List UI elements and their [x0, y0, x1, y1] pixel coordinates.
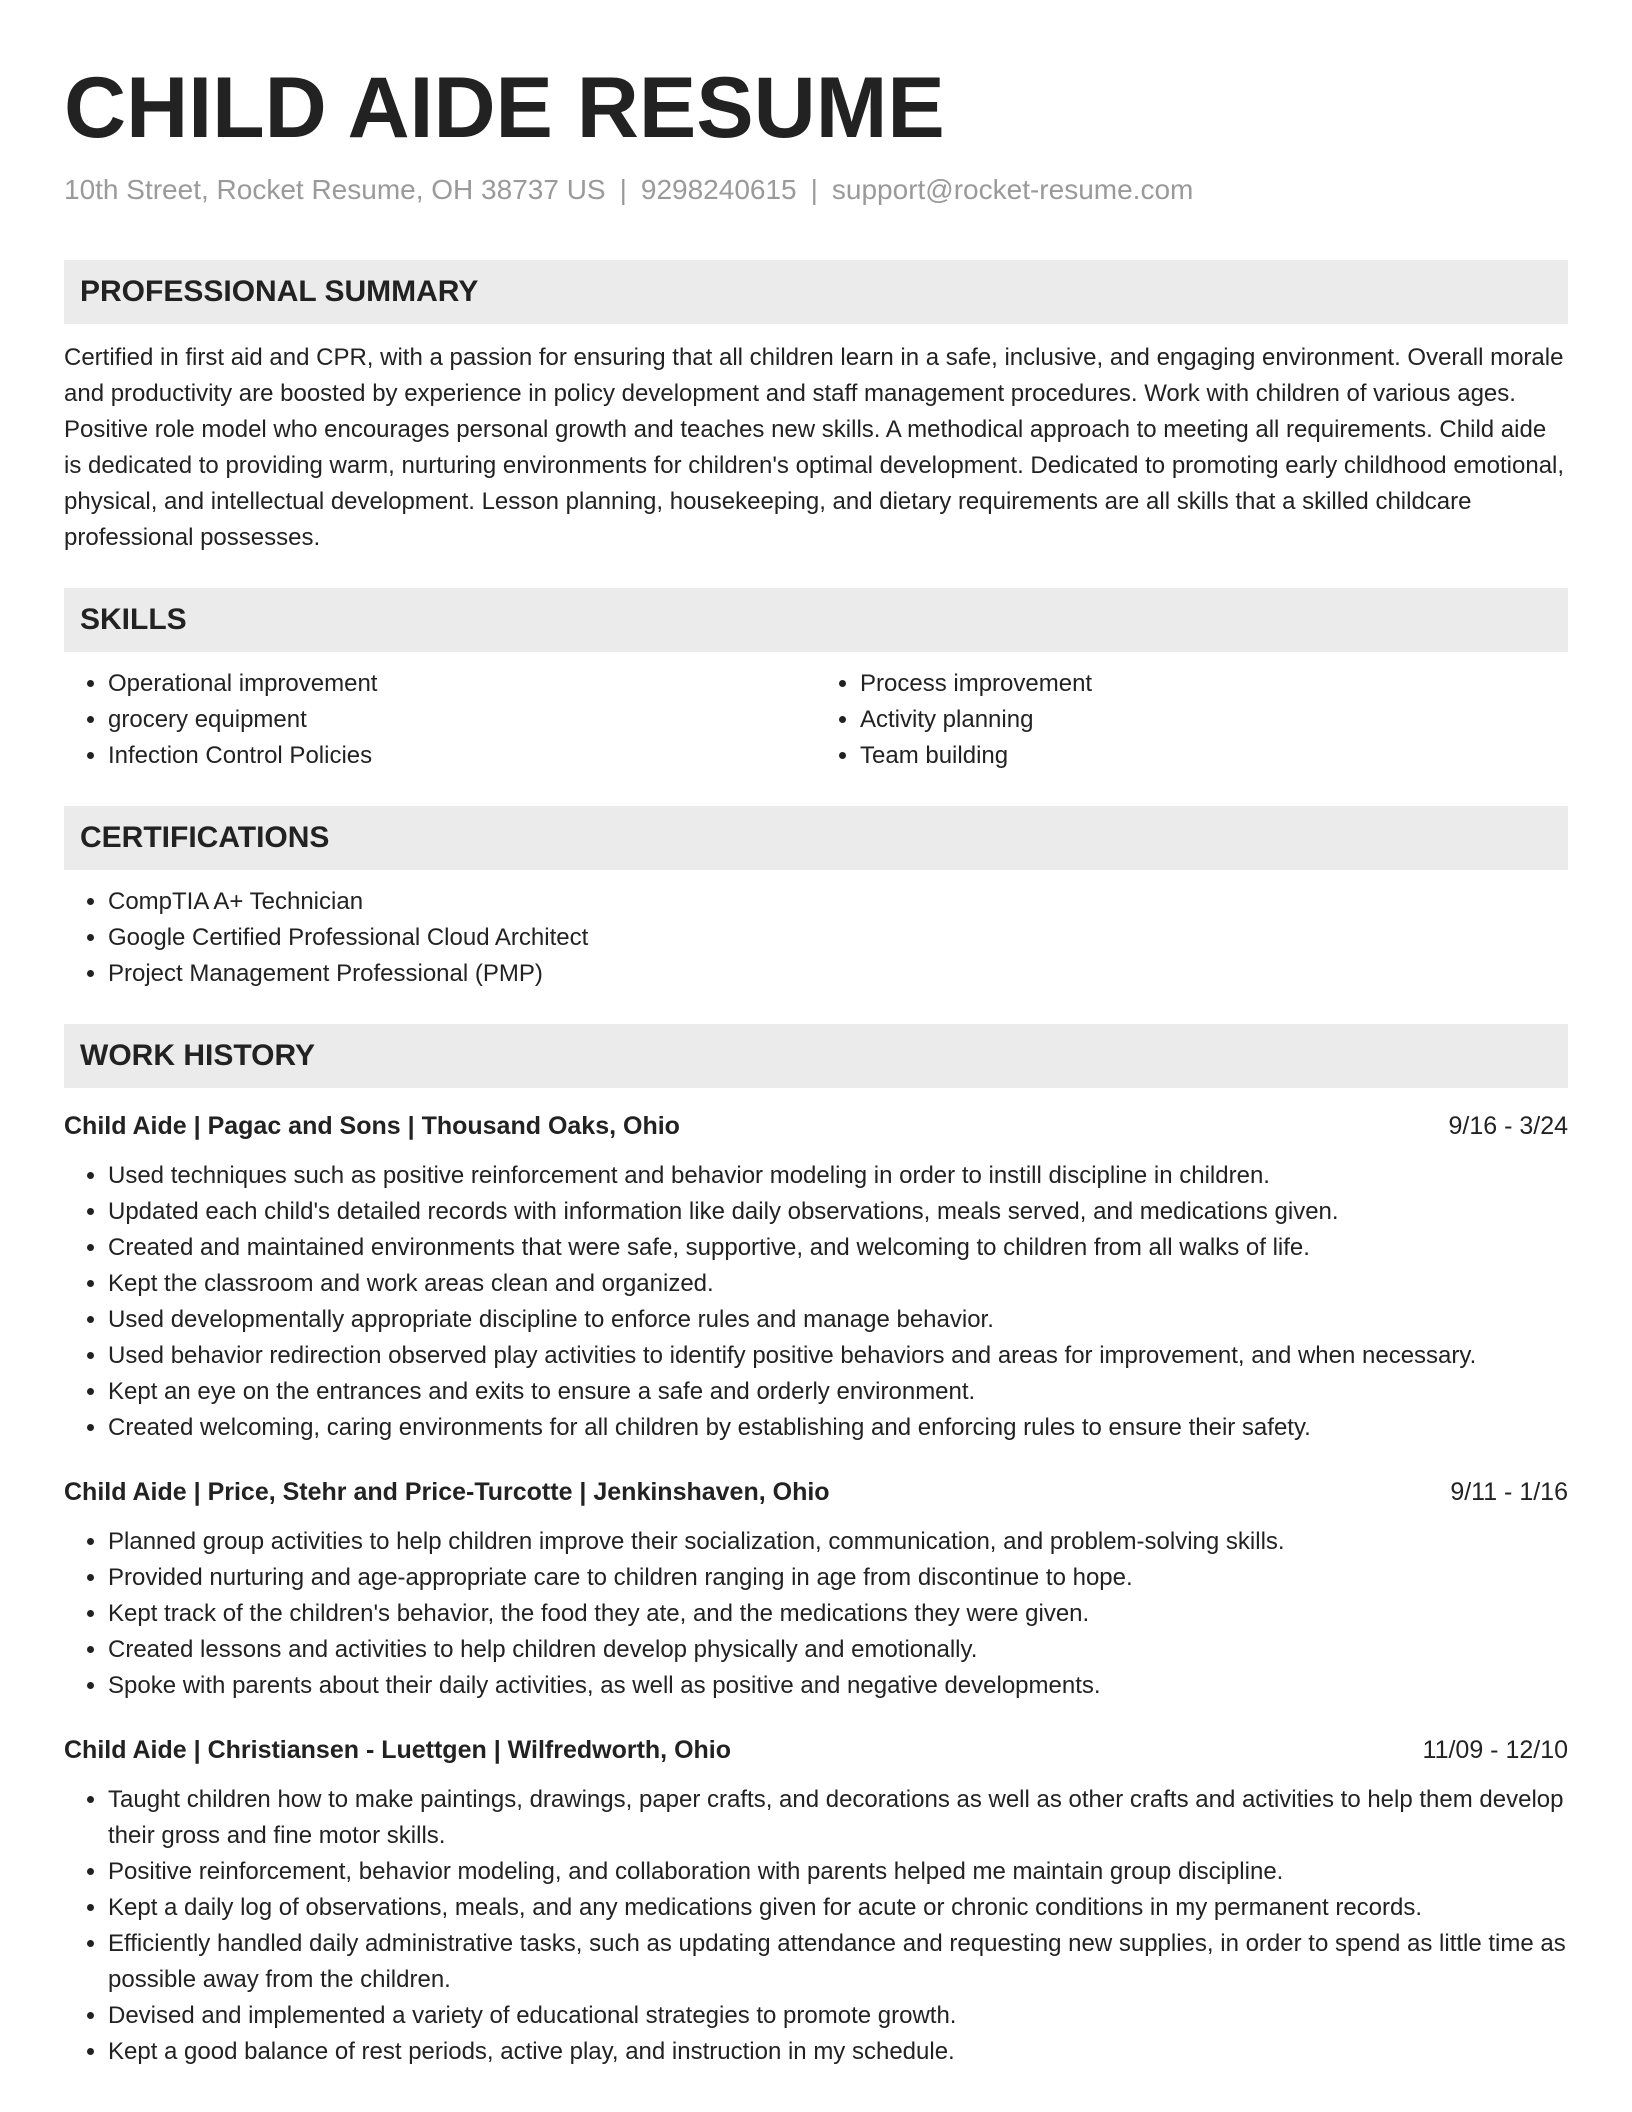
summary-text: Certified in first aid and CPR, with a passion for ensuring that all children learn in a safe, inclusive, and engaging environment. Overall morale and productivity are boosted by experience in policy development and staff management procedures. Work with children of various ages. Positive role model who encourages personal growth and teaches new skills. A methodical approach to meeting all requirements. Child aide is dedicated to providing warm, nurturing environments for children's optimal development. Dedicated to promoting early childhood emotional, physical, and intellectual development. Lesson planning, housekeeping, and dietary requirements are all skills that a skilled childcare professional possesses.: [64, 344, 1565, 551]
certification-item: • Project Management Professional (PMP): [108, 956, 1568, 992]
job-bullet: • Kept a daily log of observations, meals, and any medications given for acute or chronic conditions in my permanent records.: [108, 1890, 1568, 1926]
skills-section: [64, 588, 1568, 774]
contact-line: [64, 170, 1568, 210]
skill-item: • Team building: [860, 738, 1568, 774]
job-bullet: • Used developmentally appropriate discipline to enforce rules and manage behavior.: [108, 1302, 1568, 1338]
job-entry: [64, 1474, 1568, 1704]
job-bullet: • Positive reinforcement, behavior modeling, and collaboration with parents helped me maintain group discipline.: [108, 1854, 1568, 1890]
job-bullet: • Updated each child's detailed records with information like daily observations, meals served, and medications given.: [108, 1194, 1568, 1230]
contact-email: support@rocket-resume.com: [831, 174, 1194, 205]
job-bullet: • Created welcoming, caring environments for all children by establishing and enforcing rules to ensure their safety.: [108, 1410, 1568, 1446]
job-bullet: • Kept an eye on the entrances and exits to ensure a safe and orderly environment.: [108, 1374, 1568, 1410]
summary-section: [64, 260, 1568, 556]
contact-separator: |: [810, 174, 818, 205]
job-bullet: • Kept track of the children's behavior, the food they ate, and the medications they were given.: [108, 1596, 1568, 1632]
skills-grid: [64, 666, 1568, 774]
job-heading-row: [64, 1474, 1568, 1510]
job-title: Child Aide | Christiansen - Luettgen | Wilfredworth, Ohio: [64, 1736, 732, 1764]
job-bullet: • Kept a good balance of rest periods, active play, and instruction in my schedule.: [108, 2034, 1568, 2070]
job-bullet: • Used behavior redirection observed play activities to identify positive behaviors and areas for improvement, and when necessary.: [108, 1338, 1568, 1374]
job-heading-row: [64, 1108, 1568, 1144]
certifications-header: CERTIFICATIONS: [64, 806, 1568, 870]
work-history-section: [64, 1024, 1568, 2070]
job-bullet: • Kept the classroom and work areas clean and organized.: [108, 1266, 1568, 1302]
job-bullet: • Created lessons and activities to help children develop physically and emotionally.: [108, 1632, 1568, 1668]
summary-header: PROFESSIONAL SUMMARY: [64, 260, 1568, 324]
job-bullet: • Spoke with parents about their daily activities, as well as positive and negative developments.: [108, 1668, 1568, 1704]
certification-item: • CompTIA A+ Technician: [108, 884, 1568, 920]
work-history-header: WORK HISTORY: [64, 1024, 1568, 1088]
skill-item: • Infection Control Policies: [108, 738, 816, 774]
job-title: Child Aide | Price, Stehr and Price-Turcotte | Jenkinshaven, Ohio: [64, 1478, 830, 1506]
job-bullet: • Used techniques such as positive reinforcement and behavior modeling in order to instill discipline in children.: [108, 1158, 1568, 1194]
contact-phone: 9298240615: [640, 174, 797, 205]
job-bullets: [64, 1782, 1568, 2070]
job-heading-row: [64, 1732, 1568, 1768]
contact-separator: |: [619, 174, 627, 205]
contact-address: 10th Street, Rocket Resume, OH 38737 US: [64, 174, 606, 205]
job-bullet: • Devised and implemented a variety of educational strategies to promote growth.: [108, 1998, 1568, 2034]
job-dates: 9/11 - 1/16: [1450, 1478, 1568, 1506]
job-bullet: • Taught children how to make paintings, drawings, paper crafts, and decorations as well as other crafts and activities to help them develop their gross and fine motor skills.: [108, 1782, 1568, 1854]
job-bullets: [64, 1524, 1568, 1704]
certifications-list: [64, 884, 1568, 992]
job-entry: [64, 1108, 1568, 1446]
skills-header: SKILLS: [64, 588, 1568, 652]
job-bullet: • Efficiently handled daily administrative tasks, such as updating attendance and requesting new supplies, in order to spend as little time as possible away from the children.: [108, 1926, 1568, 1998]
certifications-section: [64, 806, 1568, 992]
skill-item: • grocery equipment: [108, 702, 816, 738]
skill-item: • Operational improvement: [108, 666, 816, 702]
job-dates: 9/16 - 3/24: [1448, 1112, 1568, 1140]
resume-title: CHILD AIDE RESUME: [64, 60, 945, 156]
job-bullet: • Created and maintained environments that were safe, supportive, and welcoming to children from all walks of life.: [108, 1230, 1568, 1266]
job-bullet: • Planned group activities to help children improve their socialization, communication, and problem-solving skills.: [108, 1524, 1568, 1560]
job-bullets: [64, 1158, 1568, 1446]
skills-right-list: [816, 666, 1568, 774]
job-bullet: • Provided nurturing and age-appropriate care to children ranging in age from discontinue to hope.: [108, 1560, 1568, 1596]
job-dates: 11/09 - 12/10: [1422, 1736, 1568, 1764]
skill-item: • Activity planning: [860, 702, 1568, 738]
skill-item: • Process improvement: [860, 666, 1568, 702]
skills-left-list: [64, 666, 816, 774]
certification-item: • Google Certified Professional Cloud Architect: [108, 920, 1568, 956]
job-title: Child Aide | Pagac and Sons | Thousand Oaks, Ohio: [64, 1112, 680, 1140]
job-entry: [64, 1732, 1568, 2070]
